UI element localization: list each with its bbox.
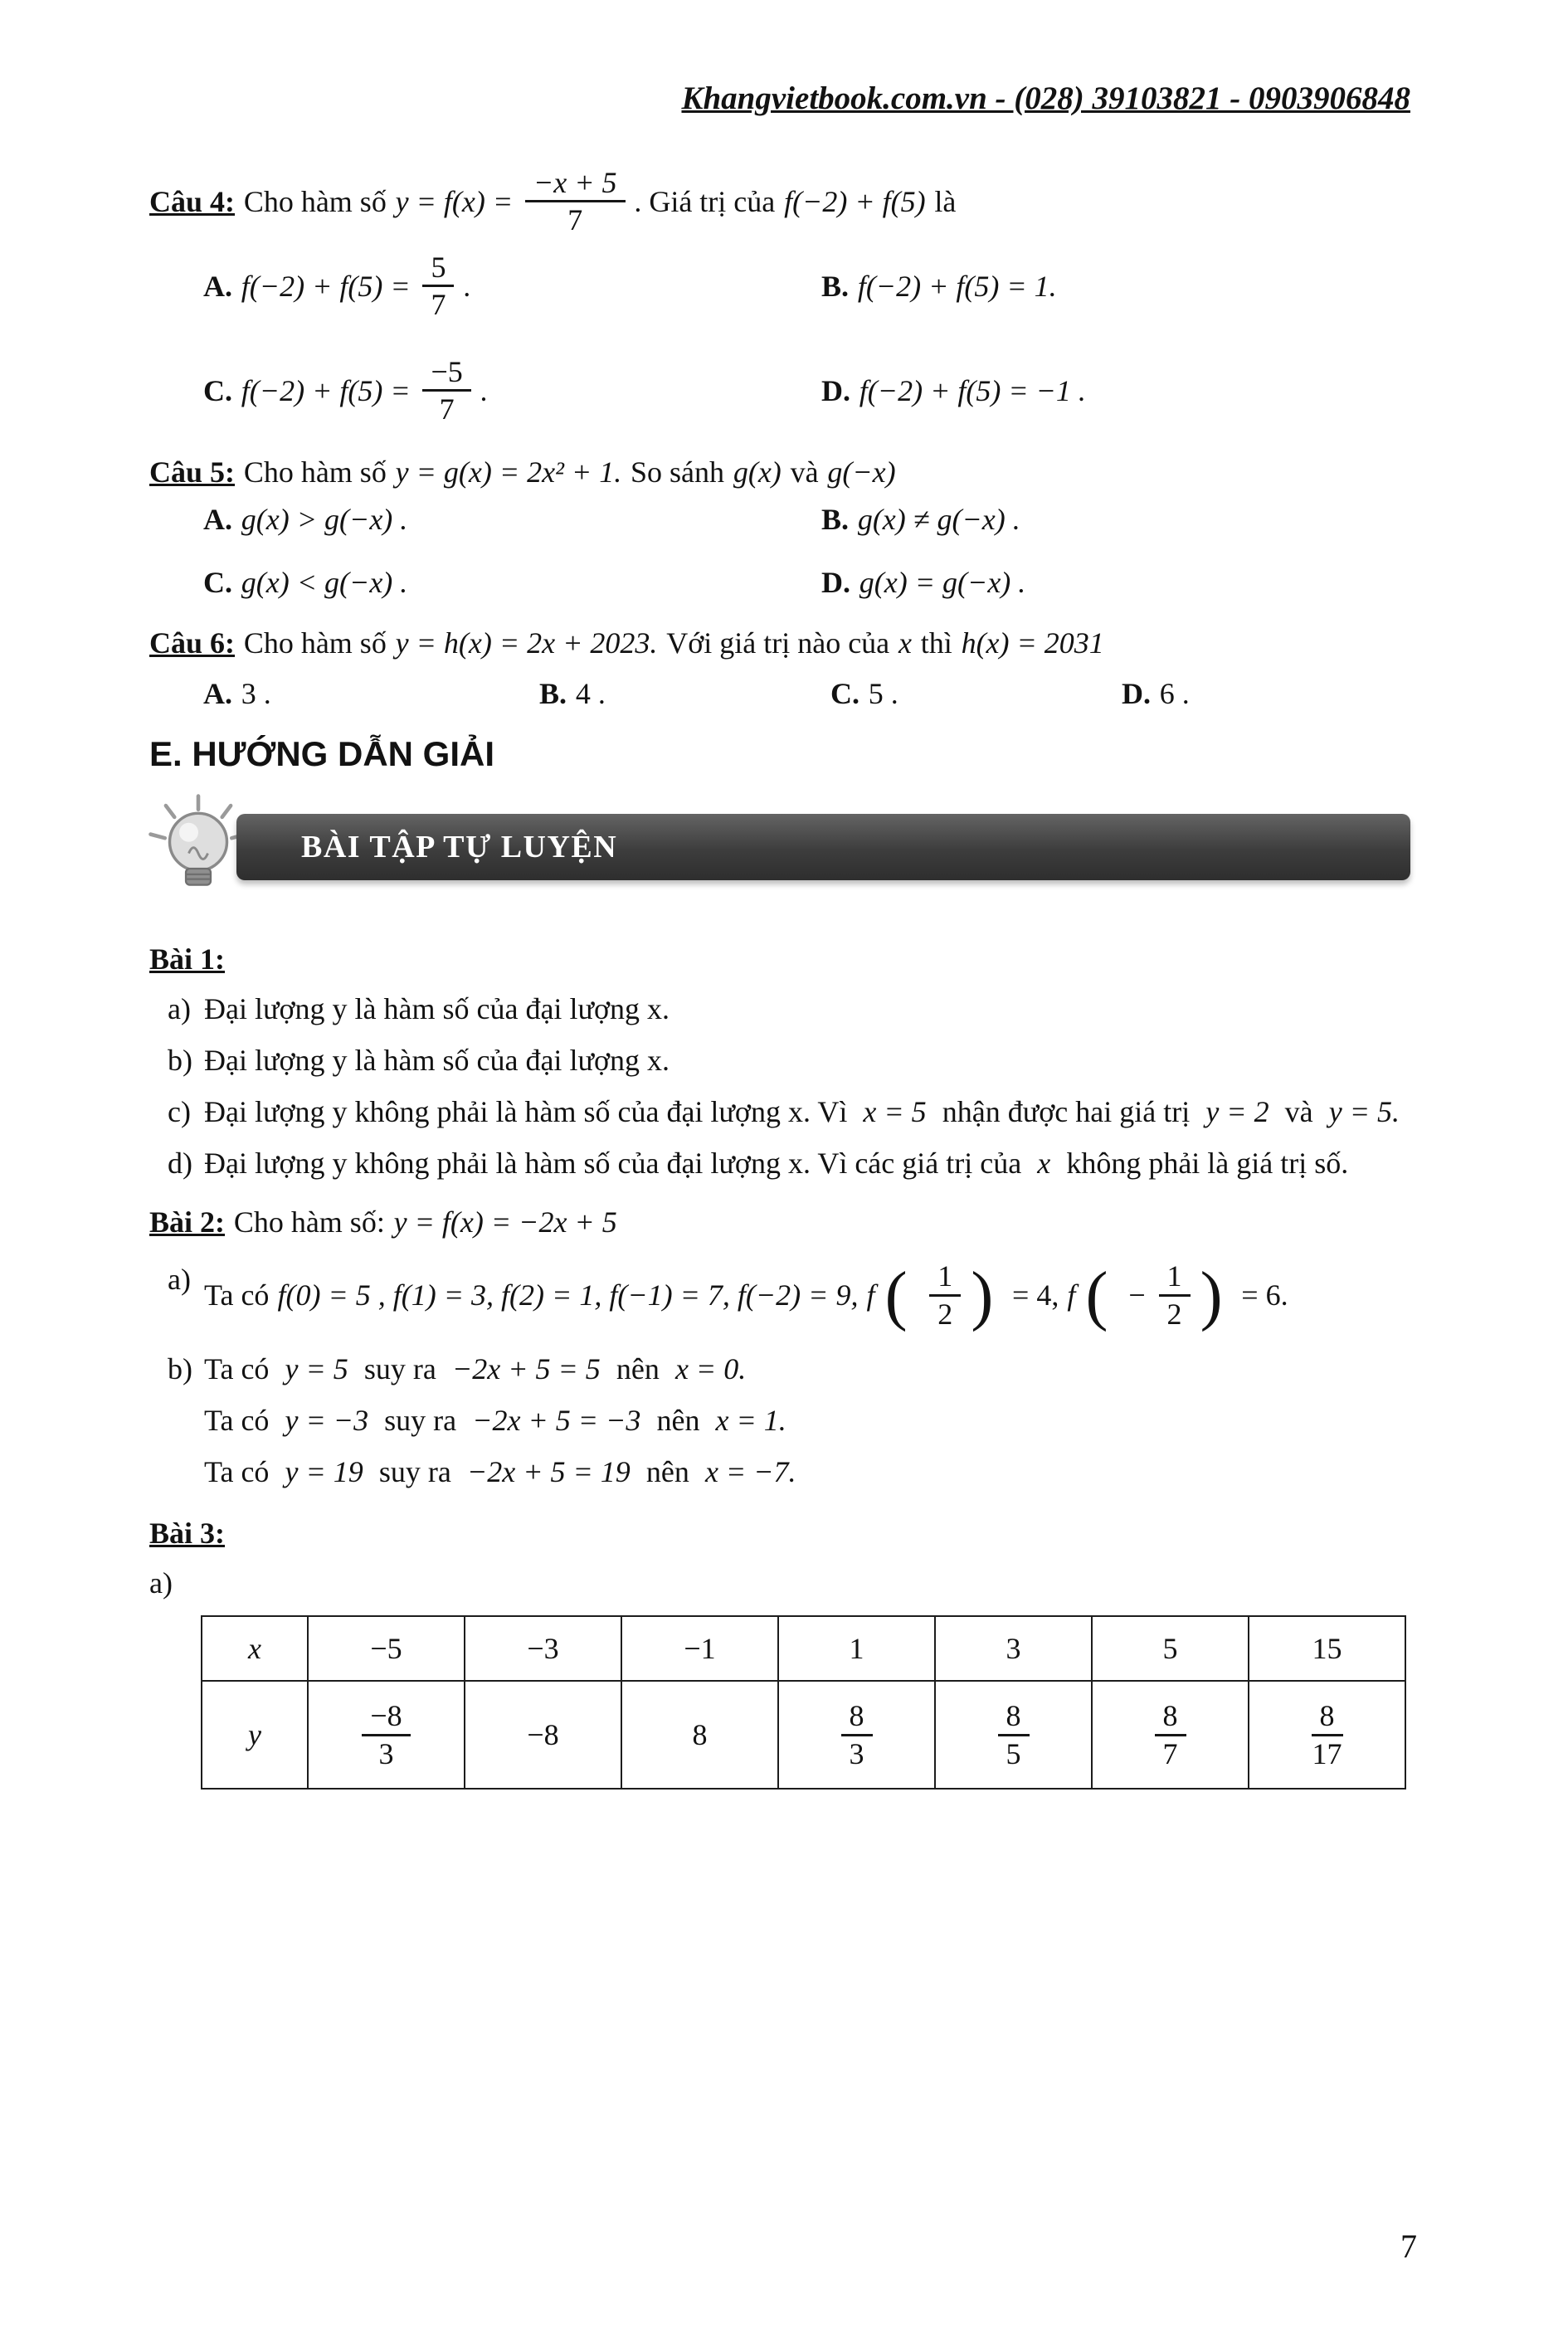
table-cell: 8 [621, 1681, 778, 1789]
item-marker: b) [168, 1352, 192, 1386]
table-row-x [202, 1616, 1405, 1681]
fraction-numerator: 1 [1159, 1259, 1191, 1296]
fraction-denominator: 17 [1312, 1736, 1342, 1770]
math-expression: y = 5. [1328, 1095, 1400, 1129]
math-variable: x [1037, 1147, 1051, 1181]
table-cell: −5 [308, 1616, 465, 1681]
list-item [149, 1346, 1410, 1391]
exercise-banner [149, 802, 1410, 903]
option-letter: C. [830, 677, 859, 711]
formula-lhs: y = f(x) = [395, 184, 514, 218]
option-c [203, 353, 821, 429]
stem-text: . Giá trị của [634, 184, 776, 218]
option-a [203, 502, 821, 537]
math-expression: y = f(x) = −2x + 5 [393, 1205, 617, 1239]
item-text: suy ra [384, 1404, 457, 1438]
solution-section-heading: E. HƯỚNG DẪN GIẢI [149, 734, 495, 774]
option-letter: B. [539, 677, 567, 711]
table-cell [1249, 1681, 1405, 1789]
question-4-stem [149, 163, 1410, 240]
option-d [821, 565, 1410, 600]
item-marker: a) [168, 992, 191, 1026]
question-6-stem [149, 621, 1410, 665]
stem-text: So sánh [631, 455, 725, 489]
fraction-denominator: 3 [849, 1736, 864, 1770]
math-expression: −2x + 5 = −3 [472, 1404, 641, 1438]
list-item [149, 1449, 1410, 1494]
math-expression: g(x) < g(−x) . [241, 566, 408, 599]
option-value: 3 . [241, 677, 271, 711]
banner-title: BÀI TẬP TỰ LUYỆN [301, 830, 618, 865]
fraction-numerator: −5 [422, 354, 470, 392]
item-text: không phải là giá trị số. [1066, 1147, 1349, 1181]
item-text: Ta có [204, 1455, 270, 1489]
fraction [362, 1698, 410, 1771]
option-value: 5 . [868, 677, 898, 711]
page-number: 7 [1400, 2228, 1417, 2265]
table-cell: −3 [465, 1616, 621, 1681]
option-letter: D. [1122, 677, 1151, 711]
option-letter: B. [821, 269, 850, 303]
item-text: nên [645, 1455, 689, 1489]
math-expression: y = 2 [1205, 1095, 1269, 1129]
table-cell: y [202, 1681, 308, 1789]
math-expression: f(−2) + f(5) [784, 184, 926, 218]
stem-text: Với giá trị nào của [666, 626, 890, 660]
list-item [149, 1141, 1410, 1186]
function-name: f [866, 1278, 875, 1312]
stem-text: thì [920, 626, 952, 660]
item-marker: a) [168, 1263, 191, 1297]
fraction-denominator: 7 [439, 392, 455, 426]
question-5-label: Câu 5: [149, 455, 236, 489]
option-b [821, 248, 1410, 324]
fraction [422, 354, 470, 427]
question-5-stem [149, 450, 1410, 494]
option-punctuation: . [480, 373, 488, 407]
item-text: Đại lượng y không phải là hàm số của đại lượng x. Vì các giá trị của [204, 1147, 1022, 1181]
fraction-denominator: 3 [378, 1736, 394, 1770]
stem-text: là [934, 184, 957, 218]
option-letter: D. [821, 373, 850, 407]
table-cell: x [202, 1616, 308, 1681]
table-cell [308, 1681, 465, 1789]
stem-text: Cho hàm số: [233, 1205, 385, 1239]
math-expression: = 6. [1241, 1278, 1288, 1312]
question-5-options [149, 502, 1410, 600]
table-cell: 15 [1249, 1616, 1405, 1681]
fraction-numerator: 8 [998, 1698, 1030, 1736]
fraction-denominator: 7 [567, 203, 583, 237]
math-expression: x = 1. [715, 1404, 786, 1438]
table-row-y [202, 1681, 1405, 1789]
fraction [1159, 1259, 1191, 1332]
option-d [821, 353, 1410, 429]
banner-bar [236, 814, 1410, 880]
question-6-options [149, 676, 1410, 711]
fraction-numerator: 1 [929, 1259, 961, 1296]
table-cell: 5 [1092, 1616, 1249, 1681]
stem-text: Cho hàm số [243, 455, 387, 489]
option-letter: A. [203, 503, 232, 536]
list-item [149, 1398, 1410, 1443]
math-expression: −2x + 5 = 5 [451, 1352, 601, 1386]
fraction-denominator: 2 [937, 1297, 953, 1331]
list-item [149, 1561, 1410, 1605]
fraction [929, 1259, 961, 1332]
fraction-denominator: 2 [1166, 1297, 1182, 1331]
table-cell: 1 [778, 1616, 935, 1681]
option-letter: B. [821, 503, 850, 536]
item-marker: d) [168, 1147, 192, 1181]
stem-text: và [790, 455, 819, 489]
option-a [203, 676, 539, 711]
exercise-1-label: Bài 1: [149, 942, 226, 976]
math-expression: g(−x) [827, 455, 896, 489]
math-expression: f(−2) + f(5) = −1 . [859, 373, 1086, 407]
math-expression: x = −7. [704, 1455, 796, 1489]
option-letter: C. [203, 373, 232, 407]
list-item [149, 1038, 1410, 1083]
math-expression: g(x) [733, 455, 782, 489]
item-text: suy ra [363, 1352, 436, 1386]
math-expression: f(−2) + f(5) = [241, 373, 411, 407]
item-text: Đại lượng y không phải là hàm số của đại lượng x. Vì [204, 1095, 848, 1129]
item-text: suy ra [378, 1455, 451, 1489]
fraction-denominator: 5 [1006, 1736, 1021, 1770]
option-letter: A. [203, 269, 232, 303]
item-text: Ta có [204, 1352, 270, 1386]
list-item [149, 986, 1410, 1031]
fraction-numerator: −x + 5 [525, 165, 626, 202]
fraction [1304, 1698, 1351, 1771]
math-variable: x [898, 626, 912, 660]
item-marker: b) [168, 1044, 192, 1078]
item-marker [168, 1449, 204, 1494]
option-d [1122, 676, 1410, 711]
math-expression: h(x) = 2031 [961, 626, 1104, 660]
math-expression: y = g(x) = 2x² + 1. [395, 455, 622, 489]
stem-text: Cho hàm số [243, 626, 387, 660]
minus-sign: − [1127, 1278, 1147, 1312]
table-cell [935, 1681, 1092, 1789]
fraction [422, 250, 454, 323]
math-expression: g(x) = g(−x) . [859, 566, 1026, 599]
fraction-denominator: 7 [1162, 1736, 1178, 1770]
math-expression: g(x) > g(−x) . [241, 503, 408, 536]
option-c [830, 676, 1122, 711]
option-b [821, 502, 1410, 537]
question-4-options [149, 248, 1410, 429]
fraction-denominator: 7 [431, 288, 446, 322]
option-letter: C. [203, 566, 232, 599]
fraction-numerator: 8 [1312, 1698, 1343, 1736]
question-6-label: Câu 6: [149, 626, 236, 660]
fraction [1155, 1698, 1186, 1771]
item-text: Đại lượng y là hàm số của đại lượng x. [204, 1044, 670, 1078]
list-item [149, 1089, 1410, 1134]
function-name: f [1067, 1278, 1076, 1312]
fraction [998, 1698, 1030, 1771]
item-text: Đại lượng y là hàm số của đại lượng x. [204, 992, 670, 1026]
value-table [201, 1615, 1406, 1790]
option-letter: D. [821, 566, 850, 599]
option-punctuation: . [463, 269, 471, 303]
option-value: 6 . [1159, 677, 1190, 711]
stem-text: Cho hàm số [243, 184, 387, 218]
option-c [203, 565, 821, 600]
table-cell [778, 1681, 935, 1789]
item-text: nên [656, 1404, 700, 1438]
list-item: a) Ta có f(0) = 5 , f(1) = 3, f(2) = 1, f(−1) = 7, f(−2) = 9, f ( $\frac{1}{2}$ ) = 4, f ( − $\frac{1}{2}$ ) = 6. [168, 1258, 1288, 1333]
item-marker [168, 1398, 204, 1443]
math-expression: x = 0. [674, 1352, 747, 1386]
fraction [841, 1698, 873, 1771]
math-expression: x = 5 [863, 1095, 927, 1129]
math-expression: −2x + 5 = 19 [466, 1455, 631, 1489]
math-expression: f(−2) + f(5) = [241, 269, 411, 303]
math-expression: f(−2) + f(5) = 1. [857, 269, 1057, 303]
exercise-2-label: Bài 2: [149, 1205, 226, 1239]
fraction-numerator: 5 [422, 250, 454, 287]
exercise-2-stem [149, 1200, 1410, 1244]
table-cell [1092, 1681, 1249, 1789]
math-expression: = 4, [1012, 1278, 1059, 1312]
math-expression: y = −3 [285, 1404, 369, 1438]
math-expression: y = 19 [285, 1455, 363, 1489]
exercise-3-label: Bài 3: [149, 1517, 226, 1551]
math-expression: y = h(x) = 2x + 2023. [395, 626, 658, 660]
item-text: Ta có [204, 1278, 270, 1312]
option-letter: A. [203, 677, 232, 711]
item-marker: a) [149, 1566, 173, 1600]
fraction-numerator: −8 [362, 1698, 410, 1736]
fraction-numerator: 8 [1155, 1698, 1186, 1736]
math-expression: f(0) = 5 , f(1) = 3, f(2) = 1, f(−1) = 7, f(−2) = 9, [277, 1278, 859, 1312]
option-a [203, 248, 821, 324]
option-b [539, 676, 830, 711]
math-expression: g(x) ≠ g(−x) . [857, 503, 1020, 536]
fraction [525, 165, 626, 238]
site-header-text: Khangvietbook.com.vn - (028) 39103821 - 0903906848 [681, 80, 1410, 116]
option-value: 4 . [575, 677, 606, 711]
item-text: nên [616, 1352, 660, 1386]
item-text: nhận được hai giá trị [942, 1095, 1191, 1129]
math-expression: y = 5 [285, 1352, 348, 1386]
table-cell: −1 [621, 1616, 778, 1681]
table-cell: 3 [935, 1616, 1092, 1681]
question-4-label: Câu 4: [149, 184, 236, 218]
item-text: Ta có [204, 1404, 270, 1438]
item-marker: c) [168, 1095, 191, 1129]
table-cell: −8 [465, 1681, 621, 1789]
fraction-numerator: 8 [841, 1698, 873, 1736]
item-text: và [1284, 1095, 1313, 1129]
